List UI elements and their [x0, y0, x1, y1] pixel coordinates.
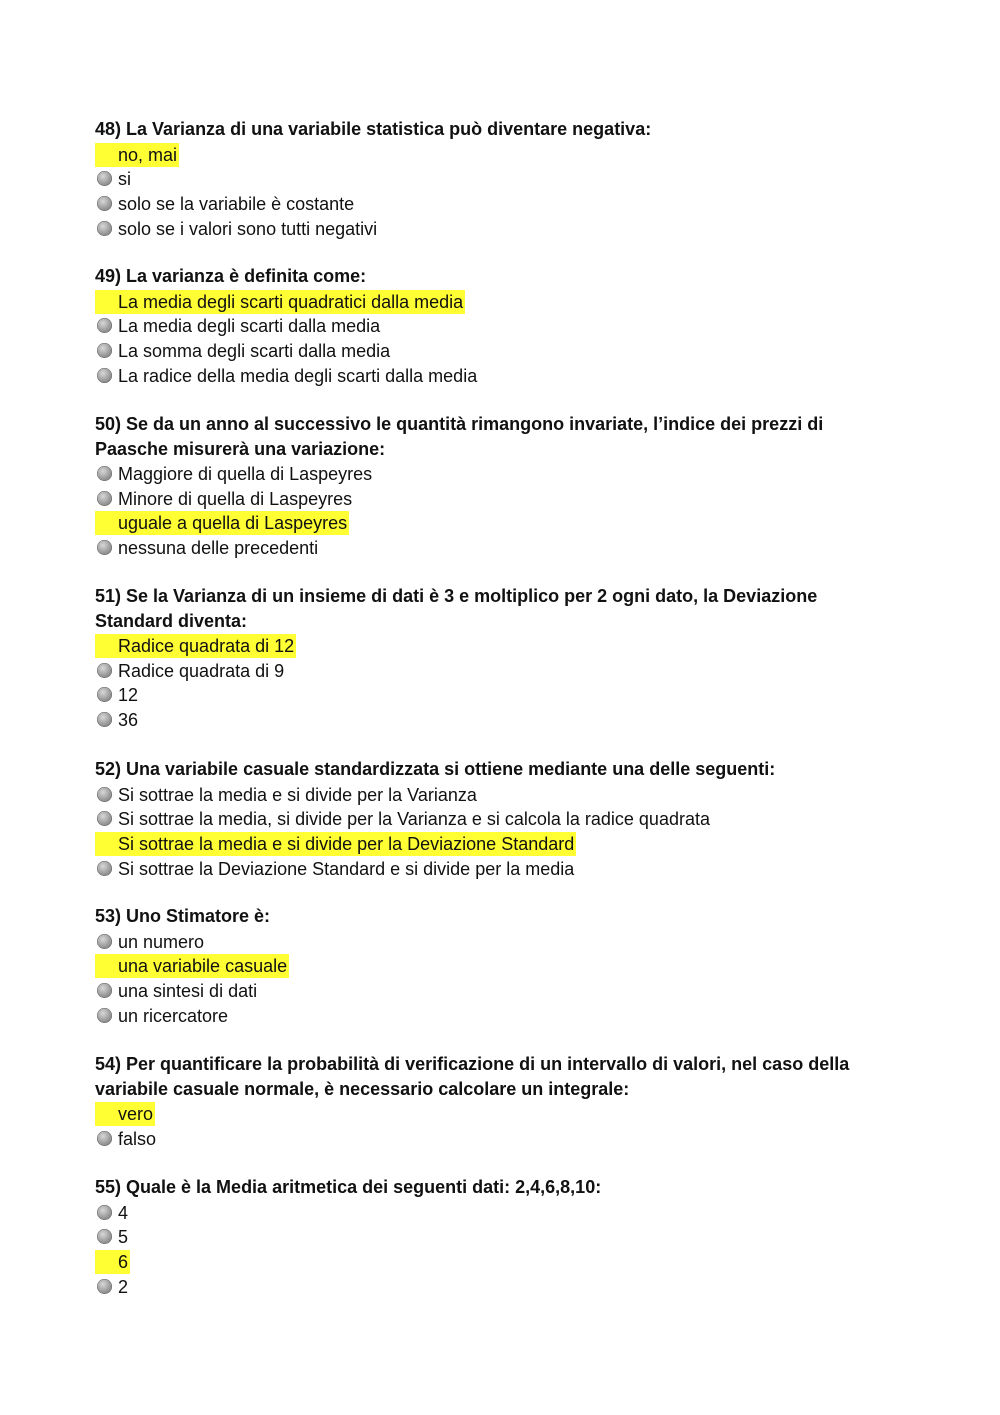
radio-button-icon[interactable]	[97, 368, 112, 383]
question-title: 51) Se la Varianza di un insieme di dati è 3 e moltiplico per 2 ogni dato, la Deviazione Standard diventa:	[95, 586, 818, 631]
answer-option-correct[interactable]	[95, 1102, 895, 1127]
answer-option[interactable]	[95, 487, 895, 512]
question-55	[95, 1175, 895, 1299]
answer-text: si	[118, 169, 131, 190]
answer-text: Maggiore di quella di Laspeyres	[118, 464, 373, 484]
question-49	[95, 264, 895, 388]
question-title: 52) Una variabile casuale standardizzata si ottiene mediante una delle seguenti:	[95, 759, 776, 779]
radio-button-icon[interactable]	[97, 663, 112, 678]
answer-option[interactable]	[95, 930, 895, 955]
answer-text: solo se la variabile è costante	[118, 193, 355, 214]
radio-button-icon[interactable]	[97, 343, 112, 358]
question-53	[95, 904, 895, 1028]
answer-option[interactable]	[95, 1225, 895, 1250]
answer-text: nessuna delle precedenti	[118, 538, 319, 559]
answer-option[interactable]	[95, 1004, 895, 1029]
question-52	[95, 757, 895, 881]
answer-text: Radice quadrata di 9	[118, 660, 285, 681]
radio-button-icon[interactable]	[97, 1229, 112, 1244]
question-title: 53) Uno Stimatore è:	[95, 906, 271, 926]
answer-text: un ricercatore	[118, 1005, 229, 1026]
radio-button-icon[interactable]	[97, 983, 112, 998]
answer-text: Si sottrae la media e si divide per la Varianza	[118, 784, 477, 805]
answer-option[interactable]	[95, 192, 895, 217]
answer-option-correct[interactable]	[95, 1250, 895, 1275]
radio-button-icon[interactable]	[97, 221, 112, 236]
answer-text: una sintesi di dati	[118, 980, 258, 1001]
answer-text: un numero	[118, 931, 205, 952]
question-title: 48) La Varianza di una variabile statistica può diventare negativa:	[95, 119, 652, 139]
answer-text: 4	[118, 1202, 129, 1223]
answer-text: 12	[118, 685, 139, 706]
answer-option[interactable]	[95, 536, 895, 561]
radio-button-icon[interactable]	[97, 540, 112, 555]
radio-button-icon[interactable]	[97, 1131, 112, 1146]
question-51	[95, 584, 895, 733]
answer-option[interactable]	[95, 1201, 895, 1226]
answer-text: La somma degli scarti dalla media	[118, 340, 391, 361]
radio-button-icon[interactable]	[97, 1205, 112, 1220]
question-title: 49) La varianza è definita come:	[95, 266, 367, 286]
question-50	[95, 412, 895, 561]
highlighted-answer-text: Radice quadrata di 12	[95, 634, 296, 658]
radio-button-icon[interactable]	[97, 712, 112, 727]
answer-text: La radice della media degli scarti dalla media	[118, 365, 478, 386]
highlighted-answer-text: vero	[95, 1102, 155, 1126]
question-title: 54) Per quantificare la probabilità di verificazione di un intervallo di valori, nel caso della variabile casuale normale, è necessario calcolare un integrale:	[95, 1054, 850, 1099]
answer-text: 36	[118, 710, 139, 731]
highlighted-answer-text: uguale a quella di Laspeyres	[95, 511, 349, 535]
radio-button-icon[interactable]	[97, 811, 112, 826]
answer-text: falso	[118, 1128, 157, 1149]
highlighted-answer-text: 6	[95, 1250, 130, 1274]
radio-button-icon[interactable]	[97, 861, 112, 876]
answer-option[interactable]	[95, 783, 895, 808]
answer-option[interactable]	[95, 857, 895, 882]
question-48	[95, 117, 895, 241]
radio-button-icon[interactable]	[97, 1279, 112, 1294]
radio-button-icon[interactable]	[97, 318, 112, 333]
highlighted-answer-text: Si sottrae la media e si divide per la Deviazione Standard	[95, 832, 576, 856]
answer-option[interactable]	[95, 339, 895, 364]
answer-option[interactable]	[95, 1275, 895, 1300]
answer-text: 2	[118, 1276, 129, 1297]
answer-text: La media degli scarti dalla media	[118, 316, 381, 337]
answer-option-correct[interactable]	[95, 954, 895, 979]
radio-button-icon[interactable]	[97, 491, 112, 506]
answer-option-correct[interactable]	[95, 290, 895, 315]
answer-option-correct[interactable]	[95, 143, 895, 168]
answer-option[interactable]	[95, 1127, 895, 1152]
answer-option[interactable]	[95, 167, 895, 192]
answer-option[interactable]	[95, 708, 895, 733]
radio-button-icon[interactable]	[97, 934, 112, 949]
radio-button-icon[interactable]	[97, 466, 112, 481]
highlighted-answer-text: una variabile casuale	[95, 954, 289, 978]
answer-option-correct[interactable]	[95, 832, 895, 857]
answer-option-correct[interactable]	[95, 511, 895, 536]
answer-option[interactable]	[95, 462, 895, 487]
answer-text: Minore di quella di Laspeyres	[118, 488, 353, 509]
answer-option[interactable]	[95, 979, 895, 1004]
radio-button-icon[interactable]	[97, 171, 112, 186]
highlighted-answer-text: La media degli scarti quadratici dalla media	[95, 290, 465, 314]
radio-button-icon[interactable]	[97, 787, 112, 802]
highlighted-answer-text: no, mai	[95, 143, 179, 167]
radio-button-icon[interactable]	[97, 1008, 112, 1023]
question-title: 55) Quale è la Media aritmetica dei seguenti dati: 2,4,6,8,10:	[95, 1177, 602, 1197]
answer-option[interactable]	[95, 659, 895, 684]
answer-option[interactable]	[95, 807, 895, 832]
answer-option[interactable]	[95, 683, 895, 708]
answer-text: Si sottrae la media, si divide per la Varianza e si calcola la radice quadrata	[118, 809, 710, 830]
radio-button-icon[interactable]	[97, 196, 112, 211]
question-title: 50) Se da un anno al successivo le quantità rimangono invariate, l’indice dei prezzi di Paasche misurerà una variazione:	[95, 414, 824, 459]
answer-option[interactable]	[95, 217, 895, 242]
answer-text: Si sottrae la Deviazione Standard e si divide per la media	[118, 858, 575, 879]
answer-text: 5	[118, 1227, 129, 1248]
answer-option[interactable]	[95, 314, 895, 339]
answer-option[interactable]	[95, 364, 895, 389]
answer-text: solo se i valori sono tutti negativi	[118, 218, 378, 239]
question-54	[95, 1052, 895, 1151]
answer-option-correct[interactable]	[95, 634, 895, 659]
radio-button-icon[interactable]	[97, 687, 112, 702]
